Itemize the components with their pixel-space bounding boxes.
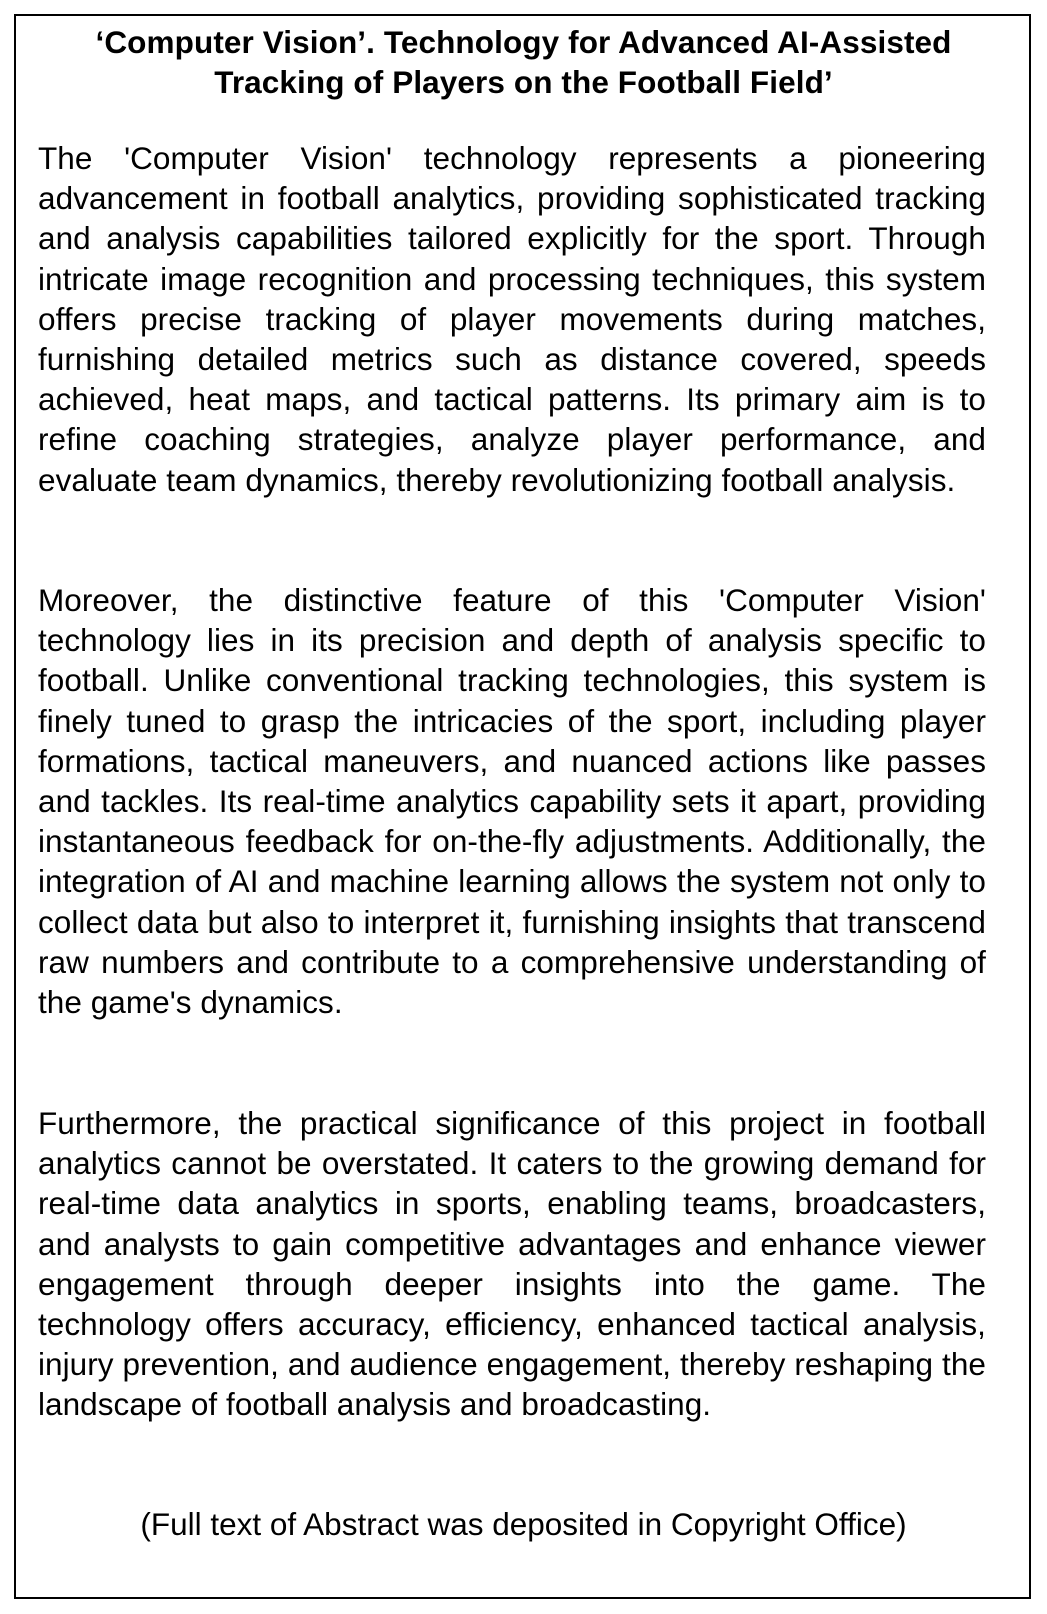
abstract-paragraph-3: Furthermore, the practical significance of this project in football analytics cannot be overstated. It caters to the growing demand for real-time data analytics in sports, enabling teams, broadcasters, and analysts to gain competitive advantages and enhance viewer engagement through deeper insights into the game. The technology offers accuracy, efficiency, enhanced tactical analysis, injury prevention, and audience engagement, thereby reshaping the landscape of football analysis and broadcasting. [38, 1105, 986, 1423]
document-title: ‘Computer Vision’. Technology for Advanced AI-Assisted Tracking of Players on the Football Field’ [95, 24, 952, 100]
abstract-paragraph-2: Moreover, the distinctive feature of this 'Computer Vision' technology lies in its precision and depth of analysis specific to football. Unlike conventional tracking technologies, this system is finely tuned to grasp the intricacies of the sport, including player formations, tactical maneuvers, and nuanced actions like passes and tackles. Its real-time analytics capability sets it apart, providing instantaneous feedback for on-the-fly adjustments. Additionally, the integration of AI and machine learning allows the system not only to collect data but also to interpret it, furnishing insights that transcend raw numbers and contribute to a comprehensive understanding of the game's dynamics. [38, 582, 986, 1021]
abstract-paragraph-1: The 'Computer Vision' technology represents a pioneering advancement in football analytics, providing sophisticated tracking and analysis capabilities tailored explicitly for the sport. Through intricate image recognition and processing techniques, this system offers precise tracking of player movements during matches, furnishing detailed metrics such as distance covered, speeds achieved, heat maps, and tactical patterns. Its primary aim is to refine coaching strategies, analyze player performance, and evaluate team dynamics, thereby revolutionizing football analysis. [38, 140, 986, 498]
copyright-note: (Full text of Abstract was deposited in Copyright Office) [140, 1506, 907, 1542]
